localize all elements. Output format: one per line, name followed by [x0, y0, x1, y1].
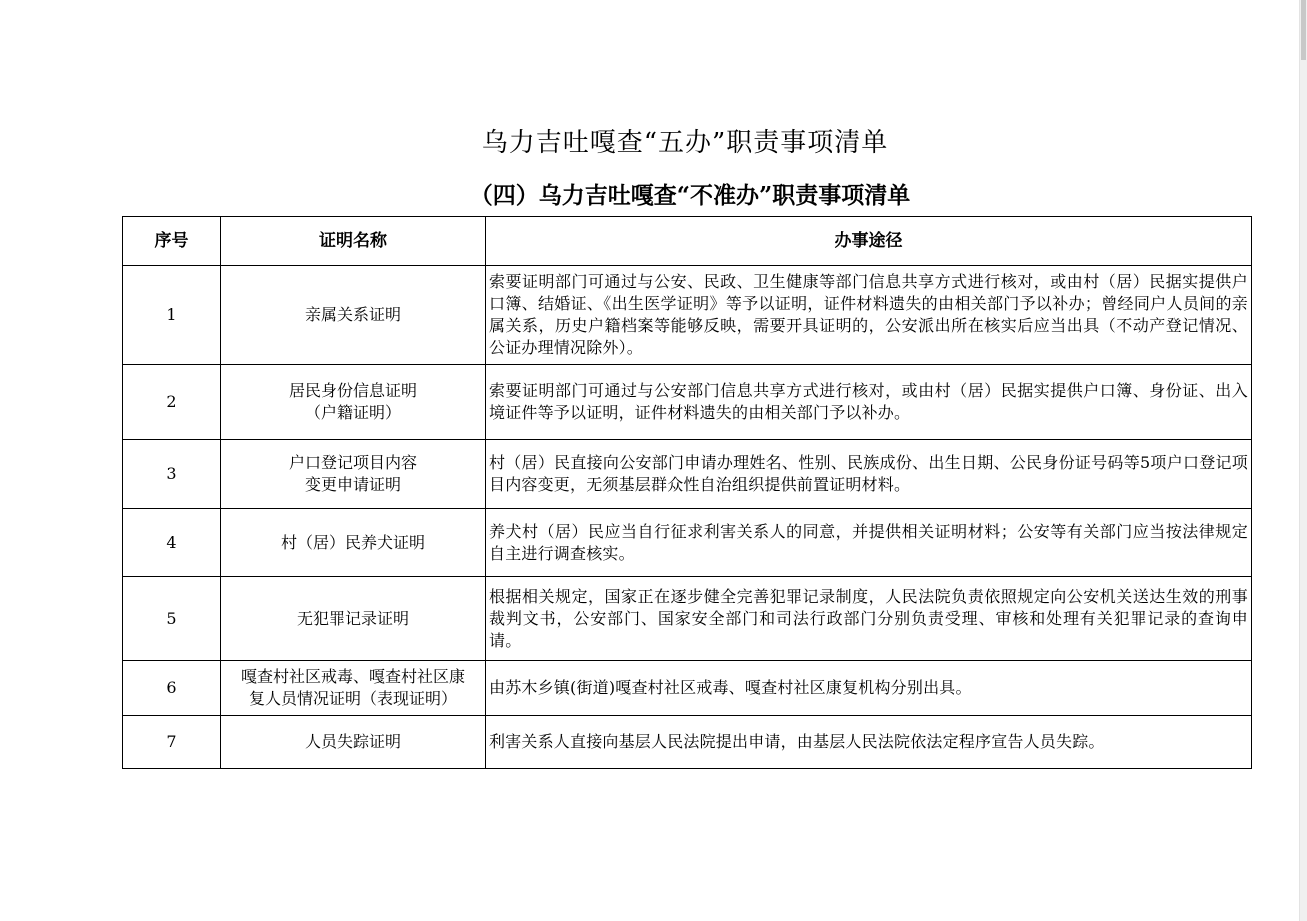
- row-no: 2: [123, 365, 221, 440]
- row-no: 4: [123, 509, 221, 577]
- header-no: 序号: [123, 217, 221, 266]
- table-row: [123, 266, 1252, 365]
- row-route: 索要证明部门可通过与公安部门信息共享方式进行核对，或由村（居）民据实提供户口簿、身份证、出入境证件等予以证明，证件材料遗失的由相关部门予以补办。: [486, 365, 1252, 440]
- row-name: [221, 440, 486, 509]
- row-name-line: 变更申请证明: [304, 475, 401, 494]
- row-name-line: 复人员情况证明（表现证明）: [248, 689, 457, 708]
- row-no: 3: [123, 440, 221, 509]
- table-row: [123, 365, 1252, 440]
- header-route: 办事途径: [486, 217, 1252, 266]
- row-name: [221, 716, 486, 769]
- row-no: 5: [123, 577, 221, 661]
- header-name: 证明名称: [221, 217, 486, 266]
- document-title: 乌力吉吐嘎查“五办”职责事项清单: [481, 128, 889, 158]
- row-name: [221, 577, 486, 661]
- row-name: [221, 509, 486, 577]
- row-name-line: 无犯罪记录证明: [296, 608, 409, 628]
- document-subtitle: （四）乌力吉吐嘎查“不准办”职责事项清单: [469, 182, 911, 209]
- row-name: [221, 365, 486, 440]
- row-route: 村（居）民直接向公安部门申请办理姓名、性别、民族成份、出生日期、公民身份证号码等5项户口登记项目内容变更，无须基层群众性自治组织提供前置证明材料。: [486, 440, 1252, 509]
- row-name-line: 人员失踪证明: [304, 732, 401, 751]
- table-header-row: [123, 217, 1252, 266]
- row-route: 养犬村（居）民应当自行征求利害关系人的同意，并提供相关证明材料；公安等有关部门应当按法律规定自主进行调查核实。: [486, 509, 1252, 577]
- row-name-line: 户口登记项目内容: [288, 453, 417, 472]
- row-name-line: 村（居）民养犬证明: [280, 532, 425, 552]
- row-name: [221, 661, 486, 716]
- row-name-line: 亲属关系证明: [304, 305, 401, 324]
- row-route: 索要证明部门可通过与公安、民政、卫生健康等部门信息共享方式进行核对，或由村（居）民据实提供户口簿、结婚证、《出生医学证明》等予以证明，证件材料遗失的由相关部门予以补办；曾经同户人员间的亲属关系，历史户籍档案等能够反映，需要开具证明的，公安派出所在核实后应当出具（不动产登记情况、公证办理情况除外）。: [486, 266, 1252, 365]
- table-row: [123, 509, 1252, 577]
- table-row: [123, 577, 1252, 661]
- row-no: 7: [123, 716, 221, 769]
- row-name-line: （户籍证明）: [304, 403, 401, 422]
- duty-list-table: [122, 216, 1252, 769]
- scrollbar-thumb[interactable]: [1301, 0, 1306, 60]
- row-route: 根据相关规定，国家正在逐步健全完善犯罪记录制度，人民法院负责依照规定向公安机关送达生效的刑事裁判文书，公安部门、国家安全部门和司法行政部门分别负责受理、审核和处理有关犯罪记录的查询申请。: [486, 577, 1252, 661]
- table-row: [123, 716, 1252, 769]
- table-row: [123, 661, 1252, 716]
- row-route: 利害关系人直接向基层人民法院提出申请，由基层人民法院依法定程序宣告人员失踪。: [486, 716, 1252, 769]
- table-row: [123, 440, 1252, 509]
- row-name-line: 嘎查村社区戒毒、嘎查村社区康: [240, 667, 465, 686]
- row-name-line: 居民身份信息证明: [288, 381, 417, 400]
- row-no: 6: [123, 661, 221, 716]
- row-name: [221, 266, 486, 365]
- row-no: 1: [123, 266, 221, 365]
- row-route: 由苏木乡镇(街道)嘎查村社区戒毒、嘎查村社区康复机构分别出具。: [486, 661, 1252, 716]
